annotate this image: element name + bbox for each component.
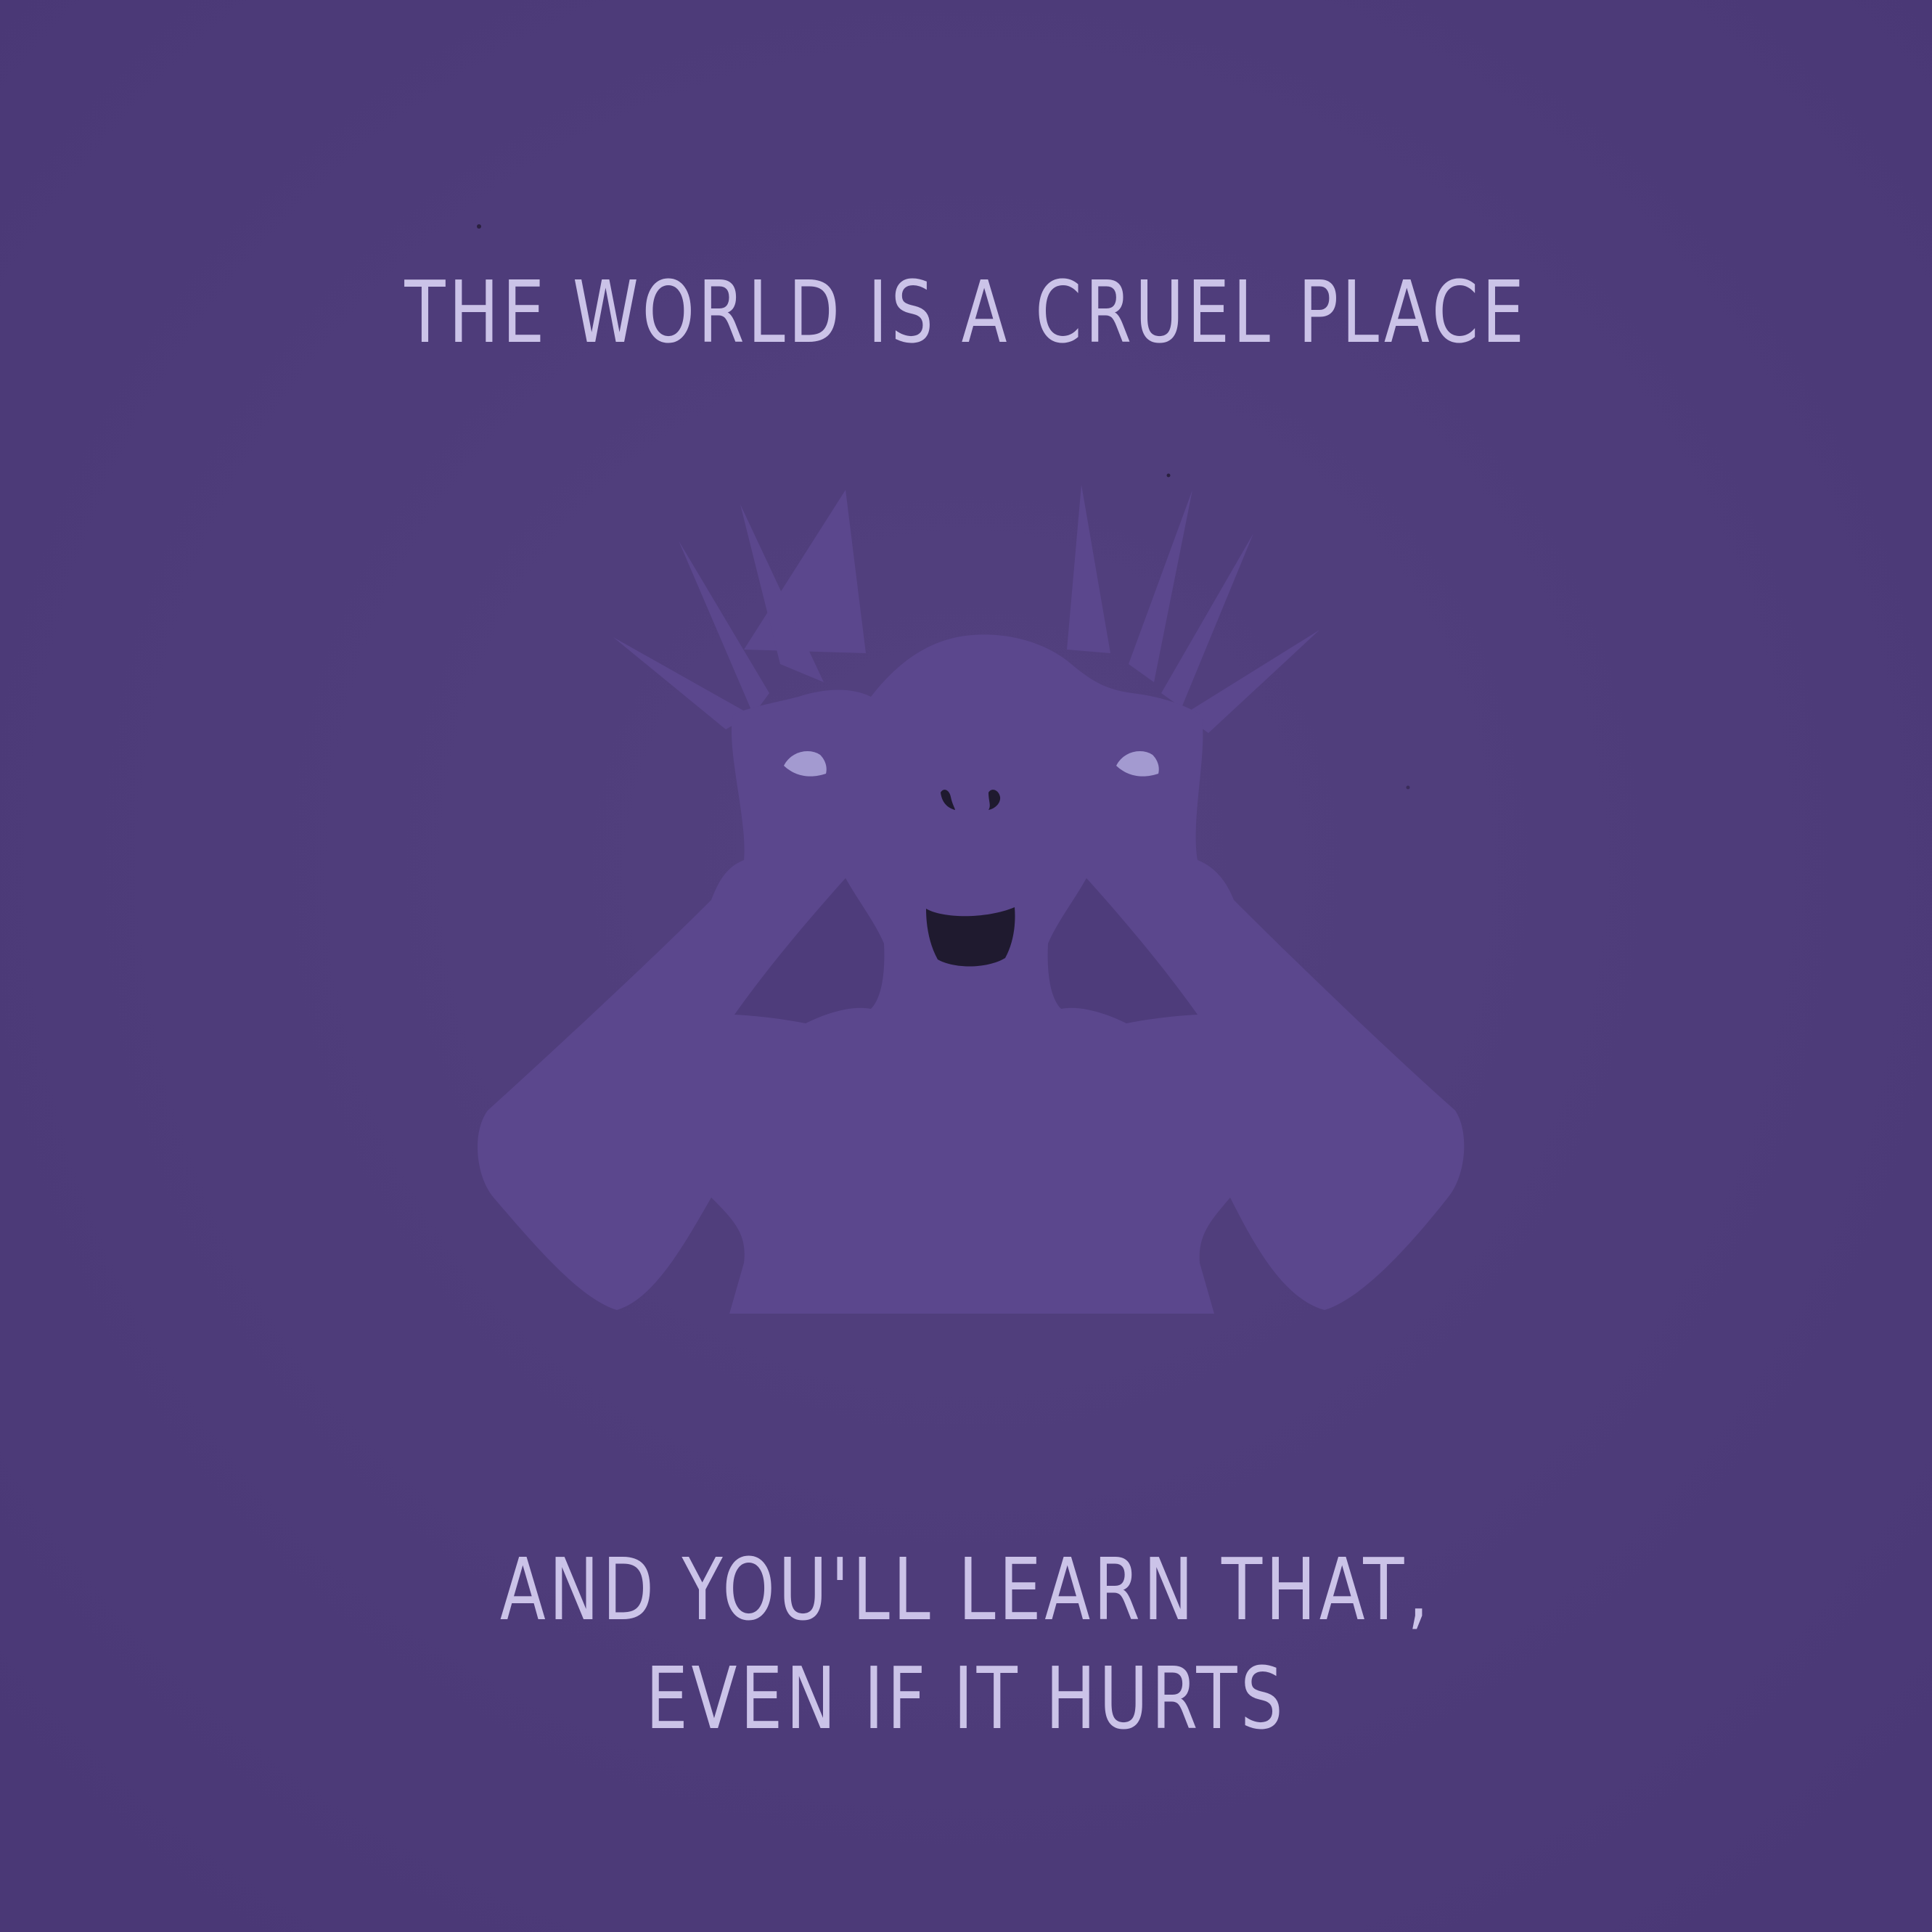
silhouette-body — [478, 485, 1464, 1314]
quote-bottom-line1: AND YOU'LL LEARN THAT, — [499, 1539, 1433, 1640]
quote-top: THE WORLD IS A CRUEL PLACE — [404, 262, 1528, 362]
quote-bottom-line2: EVEN IF IT HURTS — [645, 1648, 1287, 1748]
quote-bottom — [213, 1535, 1719, 1753]
mouth — [926, 907, 1015, 967]
